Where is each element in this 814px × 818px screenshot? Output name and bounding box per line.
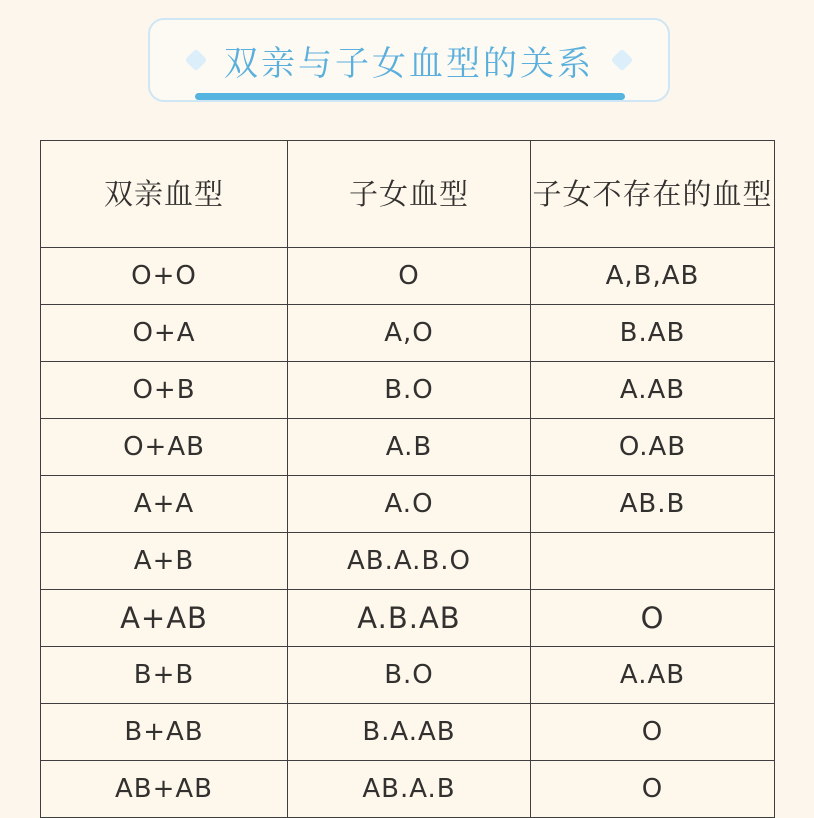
cell-children: A,O: [288, 305, 531, 362]
cell-absent: O: [531, 761, 775, 818]
table-row: [41, 761, 775, 818]
table-row: [41, 647, 775, 704]
table-header-row: [41, 141, 775, 248]
cell-absent: A,B,AB: [531, 248, 775, 305]
cell-parents: A+B: [41, 533, 288, 590]
table-body: [41, 248, 775, 818]
cell-children: A.B: [288, 419, 531, 476]
cell-parents: B+AB: [41, 704, 288, 761]
title-inner: [188, 36, 630, 85]
diamond-icon-right: [611, 49, 634, 72]
cell-parents: O+A: [41, 305, 288, 362]
cell-children: AB.A.B: [288, 761, 531, 818]
cell-absent: O: [531, 590, 775, 647]
table-row: [41, 419, 775, 476]
column-header-parents: 双亲血型: [41, 141, 288, 248]
table-row: [41, 248, 775, 305]
cell-absent: O: [531, 704, 775, 761]
table-row: [41, 362, 775, 419]
cell-parents: AB+AB: [41, 761, 288, 818]
page-title: 双亲与子女血型的关系: [224, 43, 594, 84]
cell-parents: O+AB: [41, 419, 288, 476]
cell-absent: A.AB: [531, 647, 775, 704]
cell-parents: B+B: [41, 647, 288, 704]
diamond-icon-left: [185, 49, 208, 72]
cell-parents: O+O: [41, 248, 288, 305]
blood-type-table-wrap: [40, 140, 774, 818]
cell-absent: [531, 533, 775, 590]
cell-absent: AB.B: [531, 476, 775, 533]
cell-parents: O+B: [41, 362, 288, 419]
title-underline: [195, 93, 625, 100]
table-row: [41, 476, 775, 533]
cell-children: AB.A.B.O: [288, 533, 531, 590]
column-header-children: 子女血型: [288, 141, 531, 248]
cell-children: B.O: [288, 647, 531, 704]
cell-children: O: [288, 248, 531, 305]
table-header: [41, 141, 775, 248]
cell-children: A.B.AB: [288, 590, 531, 647]
cell-parents: A+AB: [41, 590, 288, 647]
table-row: [41, 704, 775, 761]
table-row: [41, 305, 775, 362]
table-row: [41, 533, 775, 590]
cell-absent: B.AB: [531, 305, 775, 362]
cell-children: A.O: [288, 476, 531, 533]
cell-children: B.A.AB: [288, 704, 531, 761]
cell-absent: A.AB: [531, 362, 775, 419]
column-header-absent: 子女不存在的血型: [531, 141, 775, 248]
table-row: [41, 590, 775, 647]
title-banner: [148, 18, 670, 102]
cell-parents: A+A: [41, 476, 288, 533]
cell-absent: O.AB: [531, 419, 775, 476]
cell-children: B.O: [288, 362, 531, 419]
blood-type-table: [40, 140, 775, 818]
